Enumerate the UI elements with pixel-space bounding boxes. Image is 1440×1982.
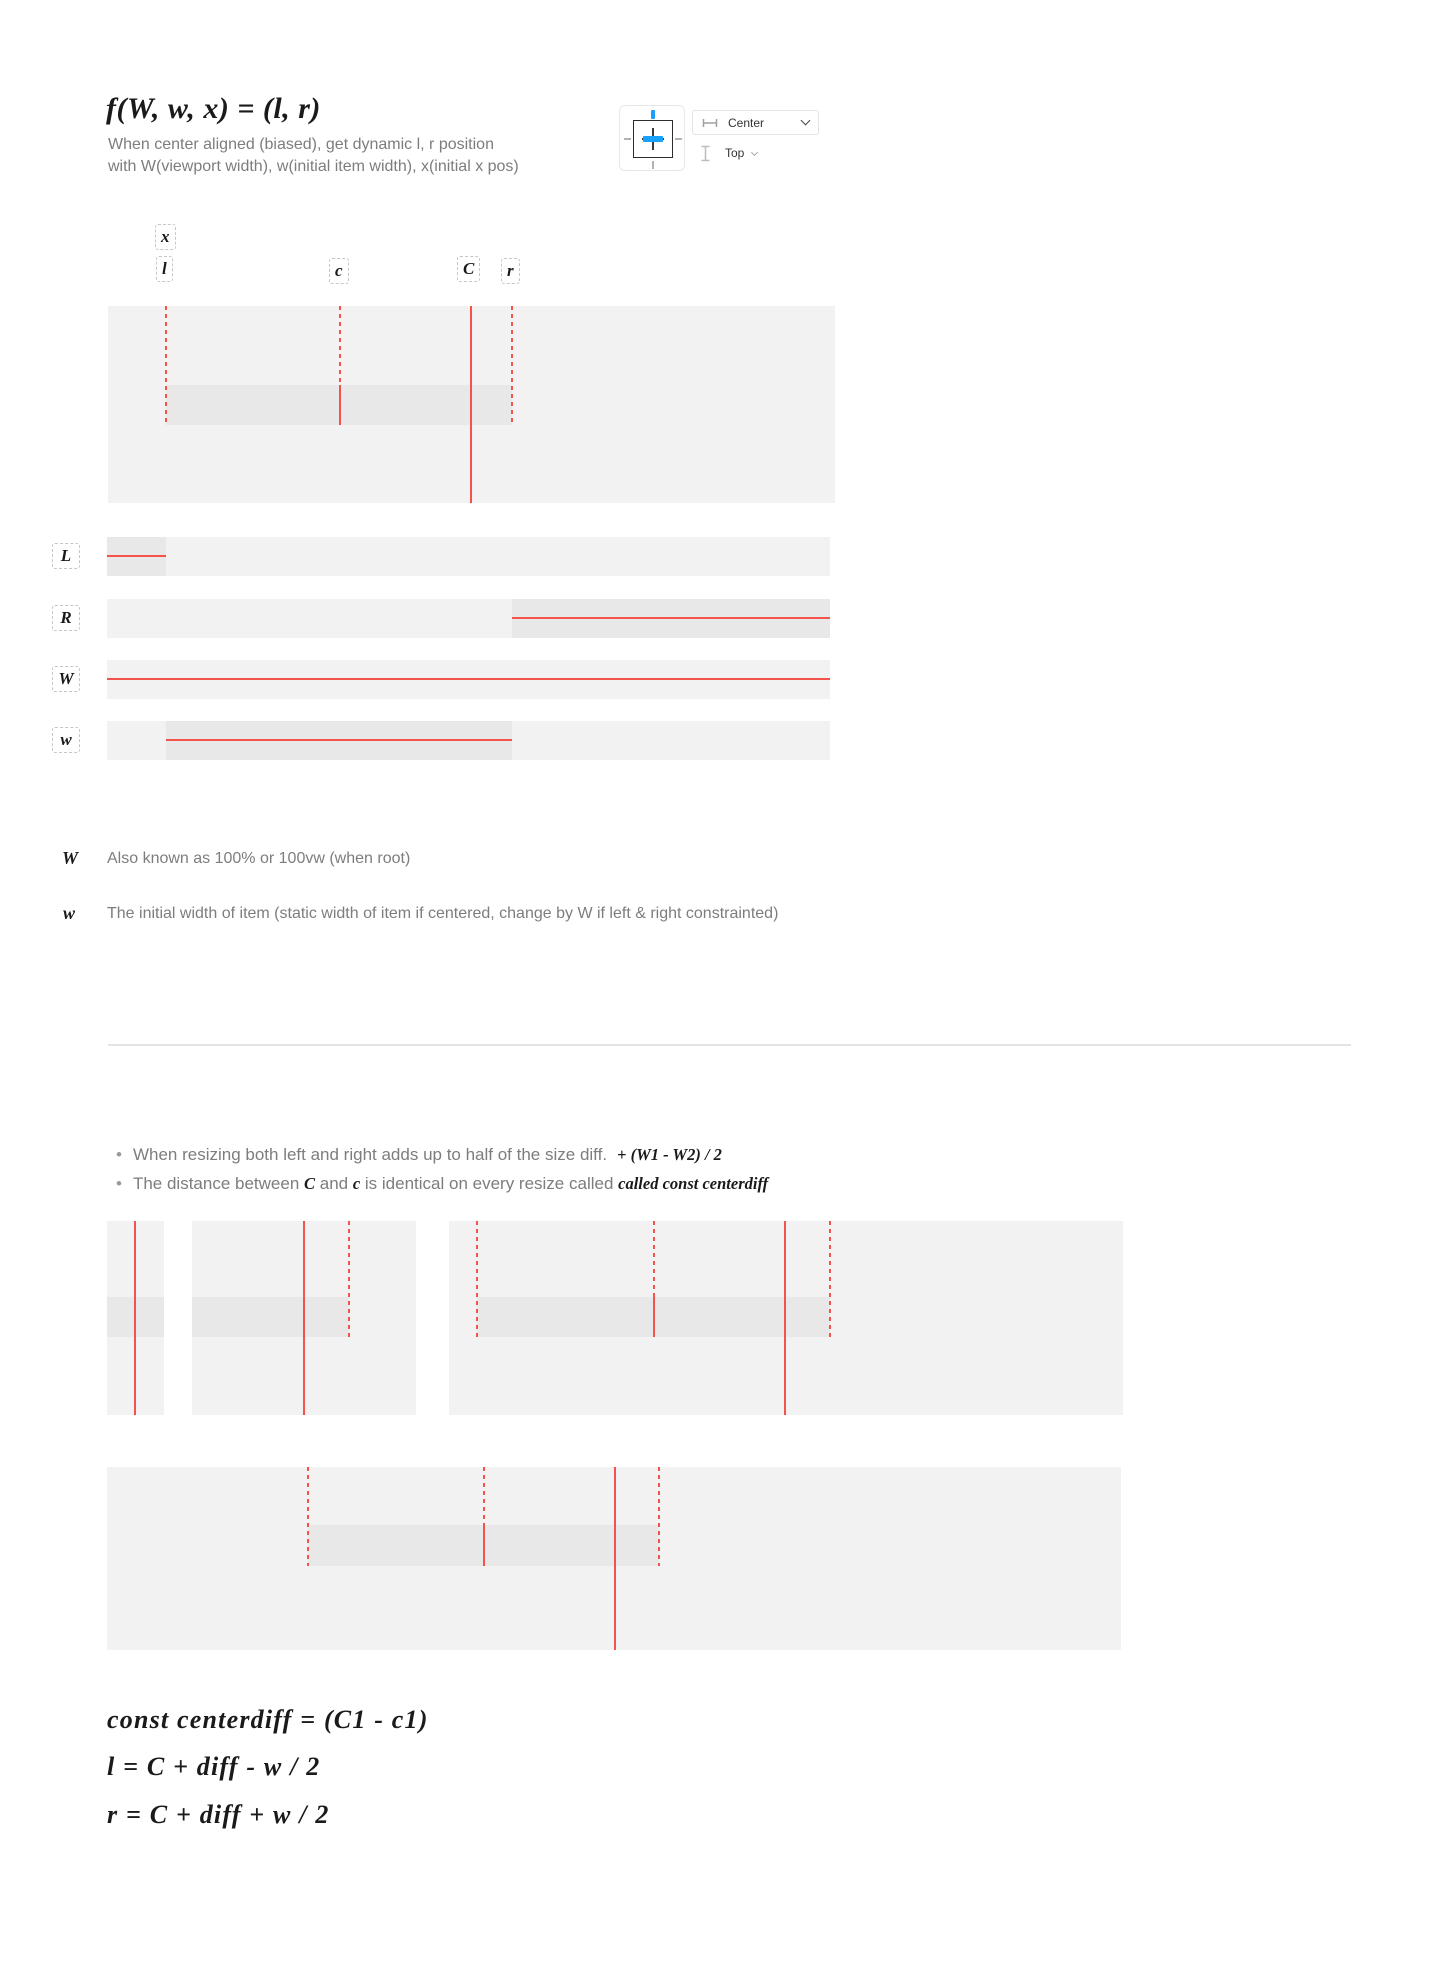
page-title: f(W, w, x) = (l, r) [106,92,321,125]
r-line [348,1221,350,1337]
section-divider [108,1044,1351,1046]
vertical-constraint-select[interactable] [700,143,757,163]
vertical-constraint-value: Top [725,146,745,160]
note-1-formula: + (W1 - W2) / 2 [617,1145,722,1164]
formula-l: l = C + diff - w / 2 [107,1752,321,1781]
note-2-mid: and [315,1174,353,1193]
row-w [107,721,830,760]
C-line [134,1221,136,1415]
note-resize-halves [116,1140,768,1169]
bullet-icon: • [116,1174,122,1193]
legend-w-symbol: w [63,903,76,923]
horizontal-constraint-select[interactable] [692,110,819,135]
row-R-measure-line [512,617,830,619]
top-constraint-tick[interactable] [651,110,655,119]
center-constraint-bar[interactable] [643,136,663,142]
horizontal-constraint-icon [702,118,718,128]
note-centerdiff [116,1169,768,1198]
row-L-measure-line [107,555,166,557]
l-line [307,1467,309,1566]
row-label-W: W [52,666,80,692]
notes-list [116,1140,768,1198]
C-line [303,1221,305,1415]
vertical-constraint-icon [700,145,711,162]
horizontal-constraint-value: Center [728,115,765,130]
constraints-widget[interactable] [619,105,685,171]
note-2-c: c [352,1174,361,1193]
chevron-down-small-icon [751,148,758,155]
row-w-measure-line [166,739,512,741]
marker-x: x [155,224,176,250]
c-line-solid [483,1525,485,1566]
row-R [107,599,830,638]
legend-W-symbol: W [62,848,79,868]
C-line [470,306,472,503]
note-2-emph: called const centerdiff [618,1174,769,1193]
resize-example-narrow [107,1221,164,1415]
subtitle-line-1: When center aligned (biased), get dynamic l, r position [108,136,494,153]
subtitle-line-2: with W(viewport width), w(initial item width), x(initial x pos) [108,158,519,175]
resize-example-wide [449,1221,1123,1415]
formula-centerdiff: const centerdiff = (C1 - c1) [107,1705,429,1734]
C-line [784,1221,786,1415]
c-line-dashed [653,1221,655,1297]
row-label-L: L [52,543,80,569]
r-line [829,1221,831,1337]
chevron-down-icon [801,116,811,126]
note-2-pre: The distance between [132,1174,305,1193]
row-label-w: w [52,727,80,753]
bullet-icon: • [116,1145,122,1164]
note-2-C: C [304,1174,316,1193]
marker-C: C [457,256,480,282]
page-subtitle [108,134,519,178]
formula-r: r = C + diff + w / 2 [107,1800,330,1829]
row-label-R: R [52,605,80,631]
note-1-text: When resizing both left and right adds up to half of the size diff. [132,1145,608,1164]
c-line-solid [653,1297,655,1337]
c-line-solid [339,385,341,425]
c-line-dashed [339,306,341,385]
bottom-constraint-tick[interactable] [652,161,654,169]
r-line [511,306,513,425]
row-W-measure-line [107,678,830,680]
item-band [192,1297,349,1337]
resize-example-large [107,1467,1121,1650]
viewport-diagram [108,306,835,503]
r-line [658,1467,660,1566]
marker-c: c [329,258,349,284]
legend-W-text: Also known as 100% or 100vw (when root) [107,850,411,867]
marker-l: l [156,256,173,282]
l-line [165,306,167,425]
left-constraint-dash[interactable] [624,138,631,140]
row-W [107,660,830,699]
resize-example-medium [192,1221,416,1415]
note-2-post: is identical on every resize called [360,1174,619,1193]
C-line [614,1467,616,1650]
c-line-dashed [483,1467,485,1525]
marker-r: r [501,258,520,284]
l-line [476,1221,478,1337]
legend-w-text: The initial width of item (static width of item if centered, change by W if left & right constrainted) [107,905,779,922]
right-constraint-dash[interactable] [675,138,682,140]
row-L [107,537,830,576]
